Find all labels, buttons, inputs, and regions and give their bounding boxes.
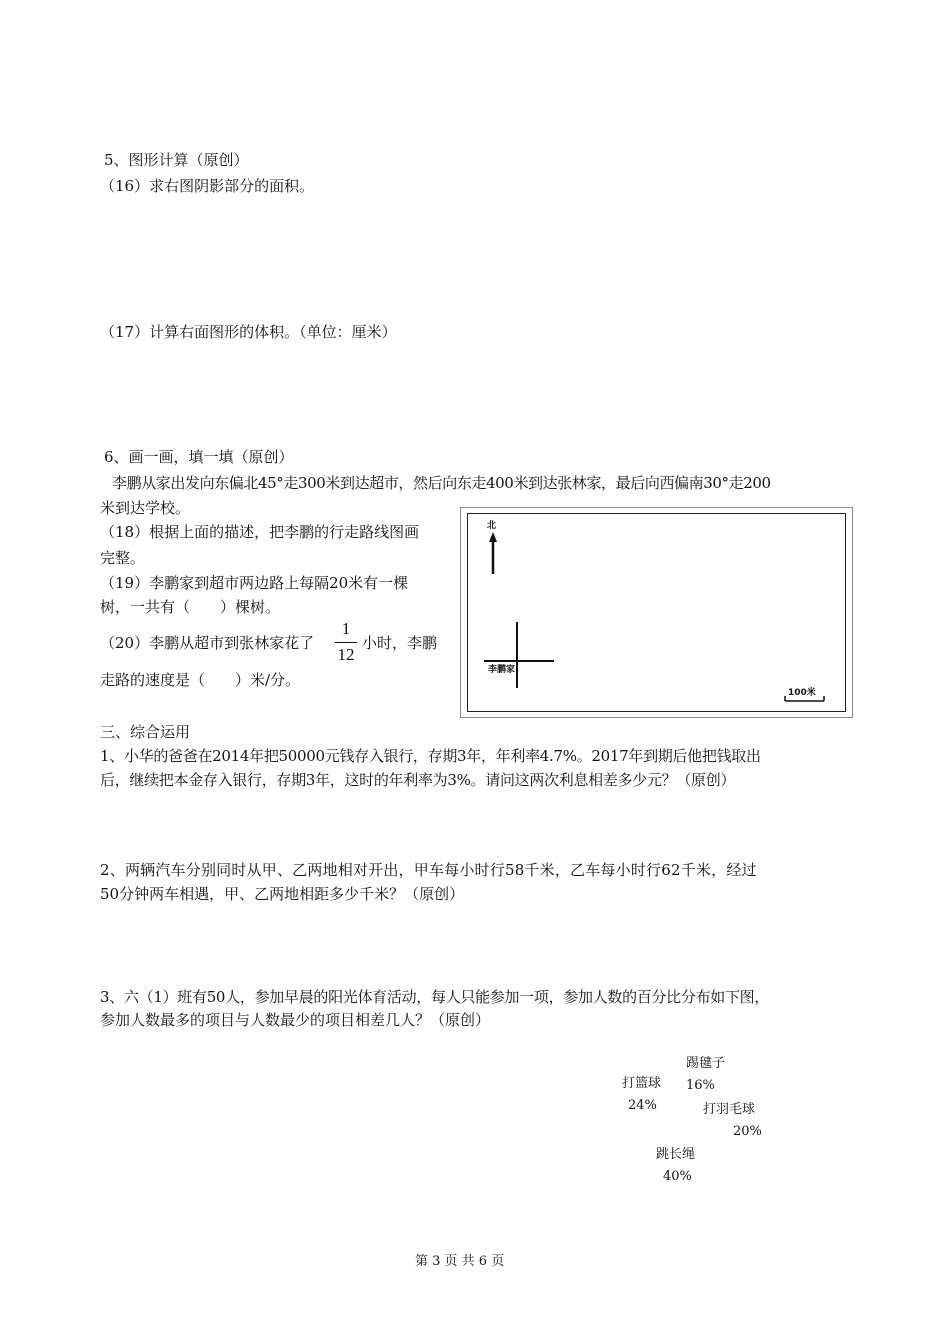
problem-1-line1: 1、小华的爸爸在2014年把50000元钱存入银行，存期3年，年利率4.7%。2017年到期后他把钱取出 — [100, 747, 761, 765]
route-map-frame — [460, 507, 853, 718]
section-6-heading: 6、画一画，填一填（原创） — [104, 448, 294, 466]
problem-1-line2: 后，继续把本金存入银行，存期3年，这时的年利率为3%。请问这两次利息相差多少元？（原创） — [100, 771, 736, 789]
route-description-line2: 米到达学校。 — [100, 499, 191, 517]
home-label: 李鹏家 — [488, 665, 516, 675]
section-3-heading: 三、综合运用 — [100, 723, 191, 741]
question-19-line2: 树，一共有（ ）棵树。 — [100, 598, 281, 616]
question-18-line1: （18）根据上面的描述，把李鹏的行走路线图画 — [100, 523, 420, 541]
fraction-denominator: 12 — [337, 645, 355, 664]
problem-3-line1: 3、六（1）班有50人，参加早晨的阳光体育活动，每人只能参加一项，参加人数的百分比分布如下图， — [100, 988, 770, 1006]
question-20-suffix: 小时，李鹏 — [362, 634, 438, 652]
problem-2-line1: 2、两辆汽车分别同时从甲、乙两地相对开出，甲车每小时行58千米，乙车每小时行62千米，经过 — [100, 861, 757, 879]
problem-2-line2: 50分钟两车相遇，甲、乙两地相距多少千米？（原创） — [100, 885, 465, 903]
pie-value-label: 16% — [686, 1078, 715, 1093]
question-20-prefix: （20）李鹏从超市到张林家花了 — [100, 634, 315, 652]
fraction-bar — [335, 642, 357, 643]
scale-bar-icon — [784, 695, 826, 703]
question-18-line2: 完整。 — [100, 549, 146, 567]
route-description-line1: 李鹏从家出发向东偏北45°走300米到达超市，然后向东走400米到达张林家，最后向西偏南30°走200 — [112, 474, 771, 492]
home-crosshair-icon — [484, 622, 564, 692]
question-19-line1: （19）李鹏家到超市两边路上每隔20米有一棵 — [100, 574, 409, 592]
route-map — [467, 513, 846, 712]
question-16: （16）求右图阴影部分的面积。 — [100, 177, 315, 195]
question-20-line2: 走路的速度是（ ）米/分。 — [100, 671, 301, 689]
fraction-numerator: 1 — [341, 619, 351, 638]
pie-value-label: 20% — [733, 1124, 762, 1139]
problem-3-line2: 参加人数最多的项目与人数最少的项目相差几人？（原创） — [100, 1011, 491, 1029]
pie-value-label: 40% — [663, 1169, 692, 1184]
question-17: （17）计算右面图形的体积。（单位：厘米） — [100, 323, 397, 341]
page-footer: 第 3 页 共 6 页 — [415, 1254, 505, 1269]
section-5-heading: 5、图形计算（原创） — [104, 151, 249, 169]
pie-value-label: 24% — [628, 1098, 657, 1113]
pie-category-label: 跳长绳 — [656, 1147, 696, 1162]
north-arrow-icon — [486, 532, 500, 576]
north-label: 北 — [487, 521, 497, 531]
scale-label: 100米 — [788, 688, 816, 698]
pie-category-label: 踢毽子 — [686, 1056, 726, 1071]
pie-category-label: 打羽毛球 — [703, 1102, 756, 1117]
pie-category-label: 打篮球 — [622, 1076, 662, 1091]
